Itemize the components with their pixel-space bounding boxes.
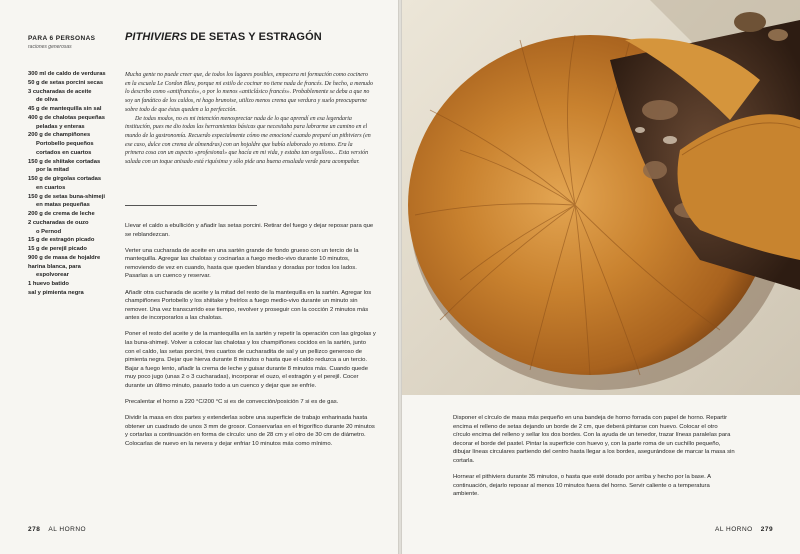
book-gutter xyxy=(398,0,402,554)
method-step: Poner el resto del aceite y de la mantequilla en la sartén y repetir la operación con las gírgolas y las buna-shimeji. Volver a colocar las chalotas y los champiñones cocidos en la sartén, junto con el caldo, las setas porcini, tres cuartos de cucharadita de sal y un pellizco generoso de pimienta negra. Dejar que hierva durante 8 minutos o hasta que el caldo reduzca a un tercio. Bajar a fuego lento, añadir la crema de leche y guisar durante 8 minutos más. Cuando quede muy poco jugo (unas 2 o 3 cucharadas), incorporar el ouzo, el estragón y el perejil. Cocer durante un último minuto, pasarlo todo a un cuenco y dejar que se enfríe. xyxy=(125,331,376,389)
ingredient-line: harina blanca, para xyxy=(28,263,81,270)
left-folio xyxy=(28,526,86,533)
intro-paragraph: De todas modos, no es mi intención menospreciar nada de lo que aprendí en esa legendaria institución, pues me dio todas las herramientas básicas que necesitaba para labrarme un camino en el mundo de la gastronomía. Recuerdo especialmente cómo me emocioné cuando preparé un pithiviers (en ese caso, dulce con crema de almendras) con un hojaldre que había elaborado yo mismo. Era la primera cosa con un aspecto «profesional» que hacía en mi vida, y estaba tan orgulloso... Esta versión salada con un toque anisado está riquísima y sólo pide una buena ensalada verde para acompañar. xyxy=(125,115,371,166)
ingredient-line: 15 g de perejil picado xyxy=(28,246,87,252)
ingredient-line: 200 g de crema de leche xyxy=(28,211,95,217)
ingredient-list xyxy=(28,70,120,298)
ingredient-line: 900 g de masa de hojaldre xyxy=(28,254,101,261)
method-step: Añadir otra cucharada de aceite y la mitad del resto de la mantequilla en la sartén. Agregar los champiñones Portobello y los shiitake y freírlos a fuego medio-vivo durante un minuto sin remover. Una vez transcurrido ese tiempo, revolver y proseguir con la cocción 2 minutos más antes de incorporarlos a las chalotas. xyxy=(125,289,372,322)
intro-paragraph: Mucha gente no puede creer que, de todos los lugares posibles, empecera mi formación como cocinero en la escuela Le Cordon Bleu, porque mi estilo de cocinar no tiene nada de francés. De hecho, a menudo lo describo como «antifrancés», o por lo menos «anticlásico francés». Probablemente se deba a que no soy un fanático de los caldos, ni hago brunoise, utilizo menos crema que verdura y suelo preocuparme sobre todo de que éstas queden a la perfección. xyxy=(125,72,373,113)
recipe-title-italic: PITHIVIERS xyxy=(125,31,188,43)
ingredient-line: por la mitad xyxy=(36,167,69,174)
ingredient-line: 50 g de setas porcini secas xyxy=(28,79,104,86)
page-number: 279 xyxy=(760,526,774,533)
right-folio xyxy=(715,526,773,533)
method-steps xyxy=(125,222,377,456)
method-step: Precalentar el horno a 220 °C/200 °C si es de convección/posición 7 si es de gas. xyxy=(125,399,339,406)
intro-divider xyxy=(125,205,257,206)
ingredient-line: 150 g de shiitake cortadas xyxy=(28,158,101,165)
portions-note: raciones generosas xyxy=(28,44,72,50)
ingredient-line: en matas pequeñas xyxy=(36,202,90,209)
page-number: 278 xyxy=(28,526,41,533)
ingredient-line: en cuartos xyxy=(36,184,66,191)
pithiviers-photo xyxy=(400,0,800,395)
method-step: Disponer el círculo de masa más pequeño en una bandeja de horno forrada con papel de horno. Repartir encima el relleno de setas dejando un borde de 2 cm, que deberá pintarse con huevo. Colocar el otro círculo encima del relleno y sellar los dos bordes. Con la ayuda de un tenedor, trazar líneas paralelas para decorar el borde del pastel. Pintar la superficie con huevo y, con la parte roma de un cuchillo pequeño, dibujar líneas circulares partiendo del centro hasta llegar a los bordes, asegurándose de marcar la masa sin cortarla. xyxy=(453,415,735,464)
method-step: Dividir la masa en dos partes y extenderlas sobre una superficie de trabajo enharinada hasta obtener un cuadrado de unos 3 mm de grosor. Conservarlas en el frigorífico durante 20 minutos y cortarlas a continuación en forma de círculo: uno de 28 cm y el otro de 30 cm de diámetro. Colocarlas de nuevo en la nevera y dejar enfriar 10 minutos más como mínimo. xyxy=(125,415,375,447)
method-step: Verter una cucharada de aceite en una sartén grande de fondo grueso con un tercio de la mantequilla. Agregar las chalotas y cocinarlas a fuego medio-vivo durante 10 minutos, removiendo de vez en cuando, hasta que queden blandas y doradas por todos los lados. Pasarlas a un cuenco y reservar. xyxy=(125,247,359,280)
ingredient-line: 300 ml de caldo de verduras xyxy=(28,71,106,77)
serves-label: PARA 6 PERSONAS xyxy=(28,35,96,42)
ingredient-line: sal y pimienta negra xyxy=(28,289,84,296)
section-name: AL HORNO xyxy=(48,526,87,533)
ingredient-line: espolvorear xyxy=(36,272,69,279)
ingredient-line: 400 g de chalotas pequeñas xyxy=(28,114,105,121)
recipe-title-rest: DE SETAS Y ESTRAGÓN xyxy=(187,31,322,43)
ingredient-line: 200 g de champiñones xyxy=(28,132,91,139)
section-name: AL HORNO xyxy=(715,526,753,533)
ingredient-line: 1 huevo batido xyxy=(28,281,69,287)
recipe-title xyxy=(125,31,322,43)
ingredient-line: de oliva xyxy=(36,97,58,104)
ingredient-line: o Pernod xyxy=(36,228,62,235)
intro-text xyxy=(125,71,373,167)
method-steps-continued xyxy=(453,414,735,506)
method-step: Hornear el pithiviers durante 35 minutos, o hasta que esté dorado por arriba y hecho por la base. A continuación, dejarlo reposar al menos 10 minutos fuera del horno. Servir caliente o a temperatura ambiente. xyxy=(453,474,711,498)
ingredient-line: peladas y enteras xyxy=(36,123,85,130)
ingredient-line: 2 cucharadas de ouzo xyxy=(28,219,89,226)
ingredient-line: 45 g de mantequilla sin sal xyxy=(28,106,102,112)
ingredient-line: 15 g de estragón picado xyxy=(28,237,95,244)
ingredient-line: 150 g de gírgolas cortadas xyxy=(28,176,102,182)
ingredient-line: 150 g de setas buna-shimeji xyxy=(28,193,105,200)
method-step: Llevar el caldo a ebullición y añadir las setas porcini. Retirar del fuego y dejar reposar para que se reblandezcan. xyxy=(125,223,374,238)
ingredient-line: Portobello pequeños xyxy=(36,141,94,147)
ingredient-line: cortados en cuartos xyxy=(36,149,92,156)
ingredient-line: 3 cucharadas de aceite xyxy=(28,88,92,95)
